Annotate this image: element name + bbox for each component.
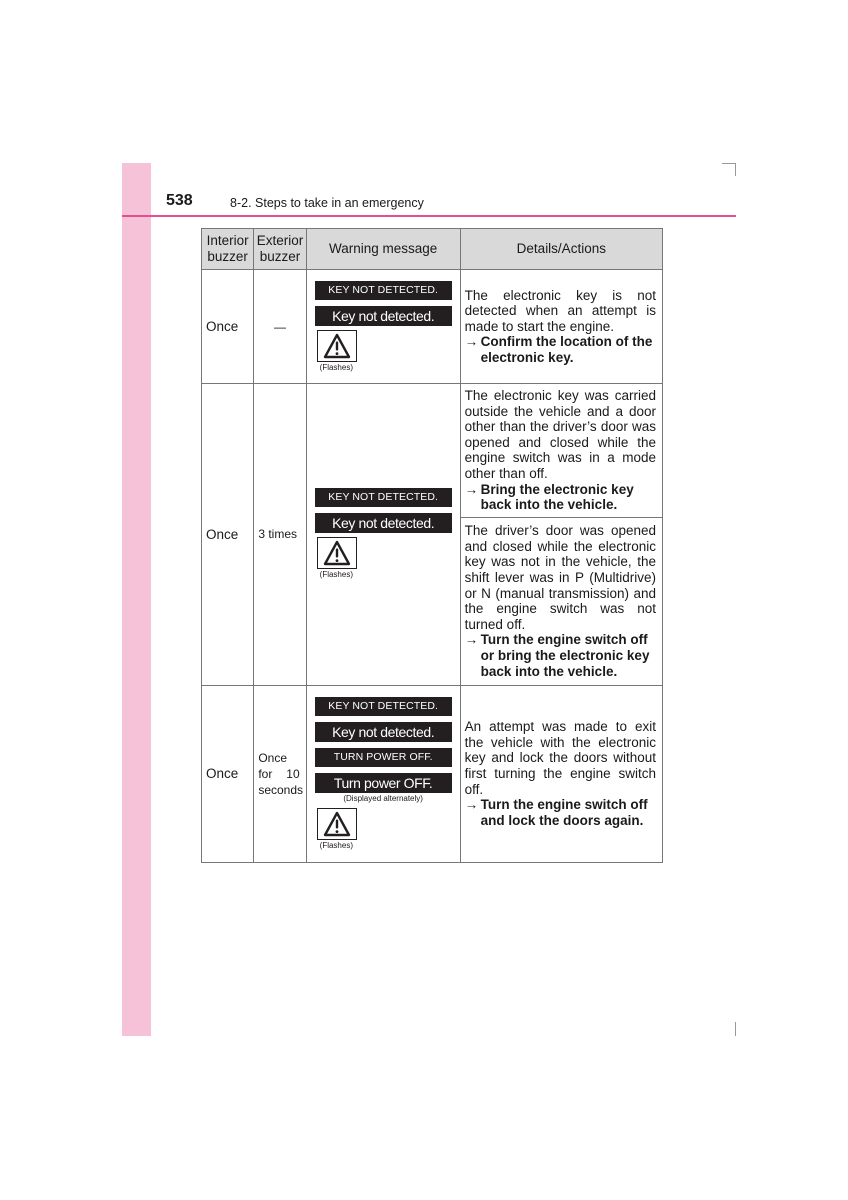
message-upper: KEY NOT DETECTED. xyxy=(315,697,452,716)
warning-triangle-icon xyxy=(317,537,357,569)
warning-triangle-icon xyxy=(317,330,357,362)
details-cell xyxy=(460,517,662,685)
side-tab xyxy=(122,163,151,1036)
message-lower: Key not detected. xyxy=(315,306,452,326)
message-upper: KEY NOT DETECTED. xyxy=(315,488,452,507)
exterior-buzzer-cell: Once for 10 seconds xyxy=(254,685,306,862)
header-interior-buzzer: Interior buzzer xyxy=(202,229,254,270)
detail-text: The electronic key was carried outside the vehicle and a door other than the driver’s door was opened and closed while the engine switch was in a mode other than off. xyxy=(464,388,656,481)
warning-triangle-icon xyxy=(317,808,357,840)
details-cell xyxy=(460,685,662,862)
exterior-buzzer-cell: 3 times xyxy=(254,384,306,686)
detail-action: → Bring the electronic key back into the vehicle. xyxy=(464,481,634,513)
message-lower: Turn power OFF. xyxy=(315,773,452,793)
crop-mark-bottom xyxy=(735,1022,736,1036)
message-lower: Key not detected. xyxy=(315,722,452,742)
details-cell xyxy=(460,384,662,518)
table-row xyxy=(202,685,663,862)
interior-buzzer-cell: Once xyxy=(202,270,254,384)
arrow-icon: → xyxy=(464,481,479,497)
section-title: 8-2. Steps to take in an emergency xyxy=(230,196,424,210)
arrow-icon: → xyxy=(464,334,479,350)
crop-mark-top xyxy=(722,163,736,176)
warning-message-cell xyxy=(306,384,460,686)
exterior-buzzer-cell: — xyxy=(254,270,306,384)
warning-message-cell xyxy=(306,270,460,384)
detail-action: → Turn the engine switch off and lock the doors again. xyxy=(464,797,648,828)
detail-text: The driver’s door was opened and closed while the electronic key was not in the vehicle, the shift lever was in P (Multidrive) or N (manual transmission) and the engine switch was not turned off. xyxy=(464,523,656,632)
flashes-note: (Flashes) xyxy=(319,840,353,850)
warning-message-cell xyxy=(306,685,460,862)
interior-buzzer-cell: Once xyxy=(202,384,254,686)
header-warning-message: Warning message xyxy=(306,229,460,270)
warning-table xyxy=(201,228,663,863)
header-details-actions: Details/Actions xyxy=(460,229,662,270)
message-upper: KEY NOT DETECTED. xyxy=(315,281,452,300)
message-upper: TURN POWER OFF. xyxy=(315,748,452,767)
message-lower: Key not detected. xyxy=(315,513,452,533)
alternate-note: (Displayed alternately) xyxy=(343,793,423,803)
table-row xyxy=(202,270,663,384)
arrow-icon: → xyxy=(464,797,479,813)
detail-action: → Turn the engine switch off or bring the electronic key back into the vehicle. xyxy=(464,632,650,679)
detail-text: An attempt was made to exit the vehicle with the electronic key and lock the doors without first turning the engine switch off. xyxy=(464,719,656,797)
details-cell xyxy=(460,270,662,384)
flashes-note: (Flashes) xyxy=(319,362,353,372)
page-number: 538 xyxy=(166,192,193,209)
table-header-row xyxy=(202,229,663,270)
flashes-note: (Flashes) xyxy=(319,570,353,580)
detail-action: → Confirm the location of the electronic key. xyxy=(464,334,653,365)
detail-text: The electronic key is not detected when an attempt is made to start the engine. xyxy=(464,287,656,334)
interior-buzzer-cell: Once xyxy=(202,685,254,862)
arrow-icon: → xyxy=(464,632,479,648)
table-row xyxy=(202,384,663,518)
header-exterior-buzzer: Exterior buzzer xyxy=(254,229,306,270)
header-rule xyxy=(122,215,736,217)
